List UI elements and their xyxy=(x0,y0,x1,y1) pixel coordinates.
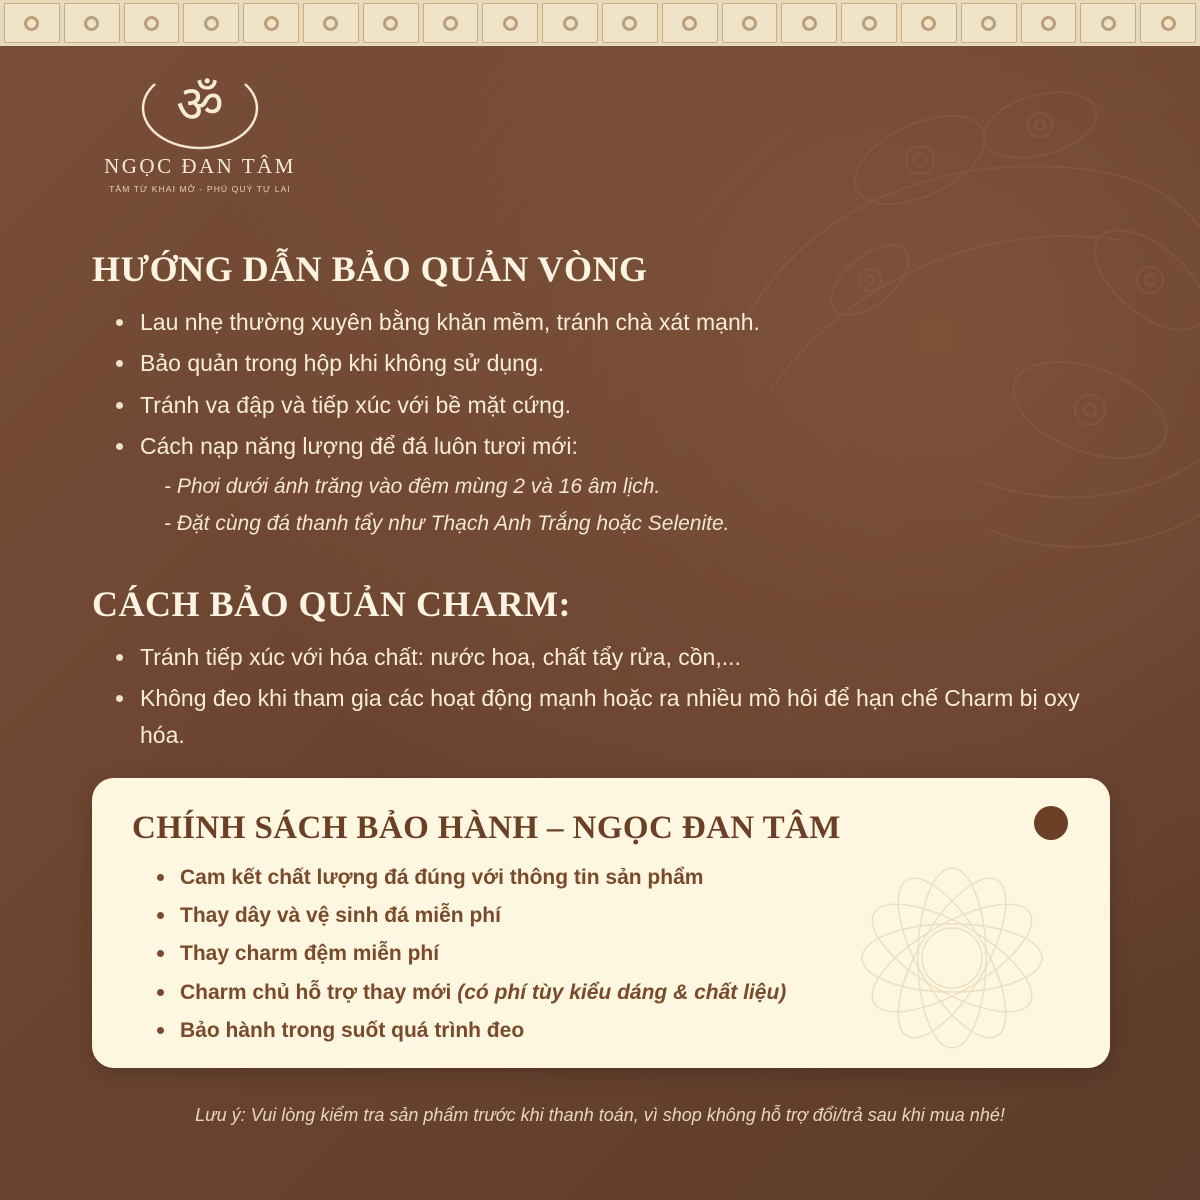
list-bao-quan-vong xyxy=(110,304,1112,543)
list-item xyxy=(110,387,1112,424)
list-item xyxy=(110,639,1112,676)
tile-ring-icon xyxy=(84,16,99,31)
list-item-text: Cam kết chất lượng đá đúng với thông tin sản phẩm xyxy=(180,866,704,889)
list-item xyxy=(110,428,1112,543)
sub-list xyxy=(164,469,1112,543)
om-symbol-icon xyxy=(125,64,275,152)
warranty-list xyxy=(152,859,1070,1050)
warranty-card-title: CHÍNH SÁCH BẢO HÀNH – NGỌC ĐAN TÂM xyxy=(132,810,841,846)
list-item-text: Tránh tiếp xúc với hóa chất: nước hoa, chất tẩy rửa, cồn,... xyxy=(140,643,741,670)
tile-ring-icon xyxy=(503,16,518,31)
tile-ring-icon xyxy=(862,16,877,31)
list-item xyxy=(110,345,1112,382)
tile-ring-icon xyxy=(981,16,996,31)
list-item xyxy=(152,1012,1070,1050)
tile-ring-icon xyxy=(204,16,219,31)
border-tile xyxy=(303,3,359,43)
border-tile xyxy=(423,3,479,43)
border-tile xyxy=(363,3,419,43)
border-tile xyxy=(482,3,538,43)
tile-ring-icon xyxy=(622,16,637,31)
tile-ring-icon xyxy=(443,16,458,31)
list-item-text: Thay dây và vệ sinh đá miễn phí xyxy=(180,904,501,928)
tile-ring-icon xyxy=(1041,16,1056,31)
tile-ring-icon xyxy=(24,16,39,31)
border-tile xyxy=(183,3,239,43)
border-tile xyxy=(4,3,60,43)
list-item-text: Không đeo khi tham gia các hoạt động mạnh hoặc ra nhiều mồ hôi để hạn chế Charm bị oxy hóa. xyxy=(140,684,1080,748)
tile-ring-icon xyxy=(563,16,578,31)
list-item xyxy=(152,935,1070,973)
border-tile xyxy=(243,3,299,43)
list-item-text: Cách nạp năng lượng để đá luôn tươi mới: xyxy=(140,432,578,459)
warranty-policy-card xyxy=(92,778,1110,1068)
list-item-text: Charm chủ hỗ trợ thay mới xyxy=(180,980,458,1004)
border-tile xyxy=(542,3,598,43)
tile-ring-icon xyxy=(802,16,817,31)
main-content xyxy=(92,248,1112,758)
section-title-bao-quan-charm: CÁCH BẢO QUẢN CHARM: xyxy=(92,583,571,624)
svg-text:ॐ: ॐ xyxy=(176,75,224,135)
section-spacer xyxy=(92,547,1112,583)
card-content xyxy=(92,778,1110,1050)
sub-list-item: - Đặt cùng đá thanh tẩy như Thạch Anh Trắng hoặc Selenite. xyxy=(164,511,730,535)
brand-name: NGỌC ĐAN TÂM xyxy=(104,154,296,178)
list-item xyxy=(152,974,1070,1012)
tile-ring-icon xyxy=(144,16,159,31)
list-item-text: Tránh va đập và tiếp xúc với bề mặt cứng. xyxy=(140,391,572,418)
footer-note: Lưu ý: Vui lòng kiểm tra sản phẩm trước khi thanh toán, vì shop không hỗ trợ đổi/trả sau khi mua nhé! xyxy=(195,1105,1005,1125)
tile-ring-icon xyxy=(323,16,338,31)
section-title-bao-quan-vong: HƯỚNG DẪN BẢO QUẢN VÒNG xyxy=(92,249,648,289)
tile-ring-icon xyxy=(921,16,936,31)
list-item xyxy=(110,680,1112,755)
list-item xyxy=(110,304,1112,341)
tile-ring-icon xyxy=(383,16,398,31)
list-item-text: Bảo hành trong suốt quá trình đeo xyxy=(180,1018,525,1042)
brand-logo xyxy=(100,64,300,194)
list-item xyxy=(152,897,1070,935)
tile-ring-icon xyxy=(682,16,697,31)
list-item-text: Lau nhẹ thường xuyên bằng khăn mềm, tránh chà xát mạnh. xyxy=(140,309,760,335)
tile-ring-icon xyxy=(264,16,279,31)
tile-ring-icon xyxy=(742,16,757,31)
sub-list-item: - Phơi dưới ánh trăng vào đêm mùng 2 và 16 âm lịch. xyxy=(164,475,661,498)
tile-ring-icon xyxy=(1161,16,1176,31)
brand-tagline: TÂM TỪ KHAI MỞ - PHÚ QUÝ TỰ LAI xyxy=(109,184,291,194)
list-bao-quan-charm xyxy=(110,639,1112,755)
list-item-text: Thay charm đệm miễn phí xyxy=(180,942,440,966)
list-item xyxy=(152,859,1070,897)
list-item-text: Bảo quản trong hộp khi không sử dụng. xyxy=(140,350,545,377)
list-item-note: (có phí tùy kiểu dáng & chất liệu) xyxy=(457,980,787,1004)
border-tile xyxy=(64,3,120,43)
border-tile xyxy=(124,3,180,43)
tile-ring-icon xyxy=(1101,16,1116,31)
